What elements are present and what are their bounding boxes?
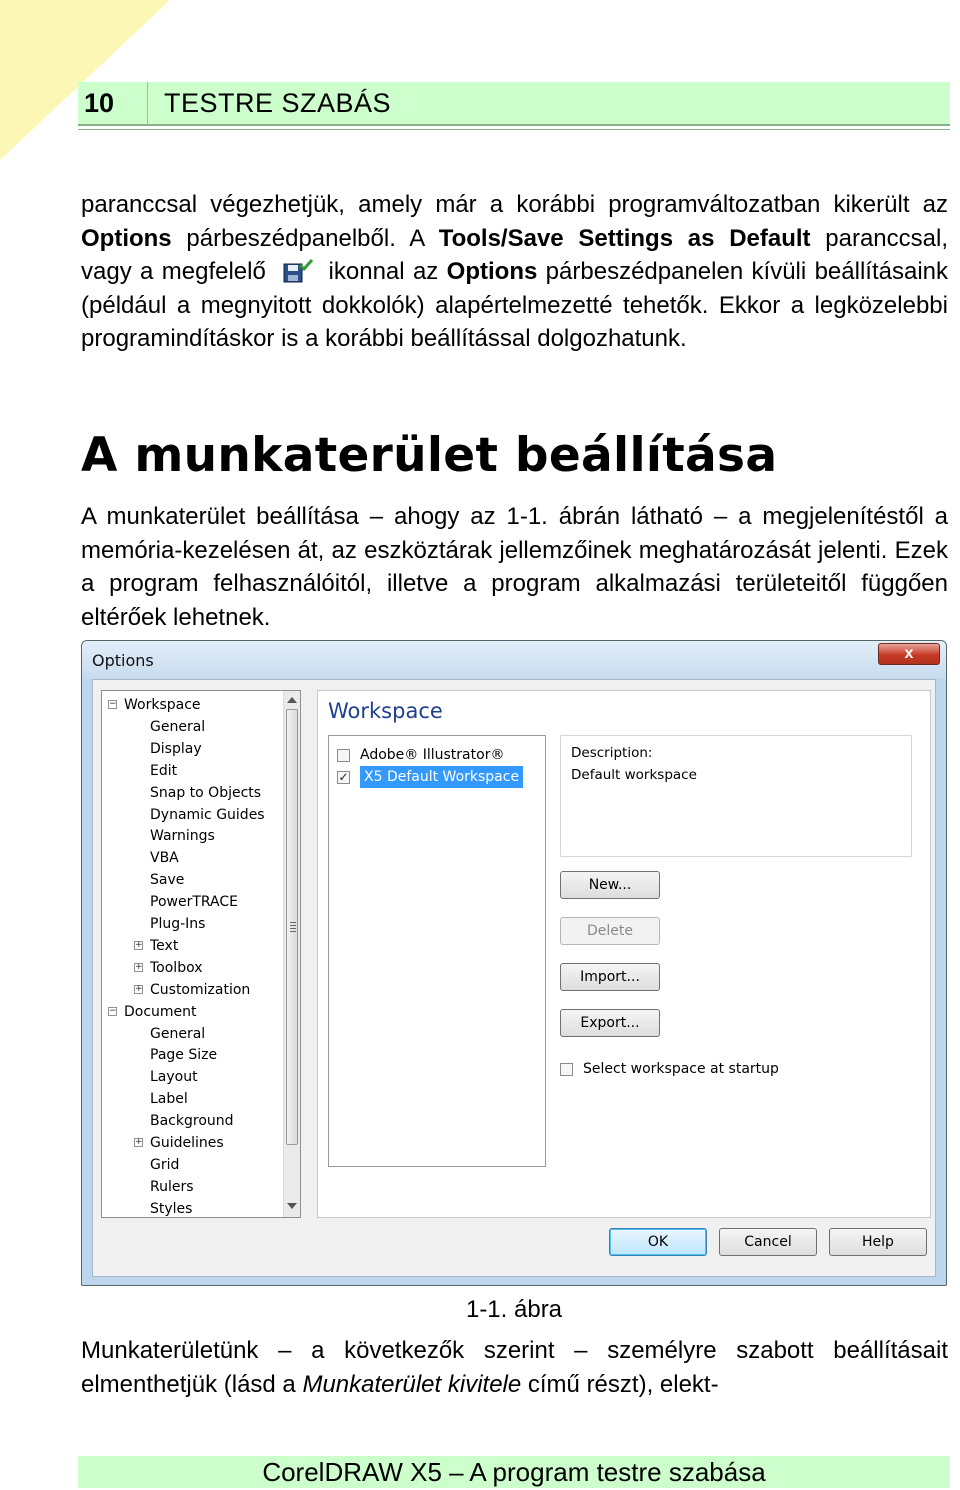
page-header bbox=[78, 82, 950, 124]
tree-item[interactable]: Snap to Objects bbox=[150, 784, 262, 801]
paragraph-intro bbox=[81, 188, 948, 356]
tree-item[interactable]: PowerTRACE bbox=[150, 894, 238, 911]
para1-bold-save-settings: Tools/Save Settings as Default bbox=[438, 224, 811, 252]
startup-checkbox[interactable] bbox=[560, 1063, 573, 1076]
tree-item[interactable]: Document bbox=[124, 1003, 197, 1020]
tree-item[interactable]: Warnings bbox=[150, 828, 215, 845]
section-heading: A munkaterület beállítása bbox=[81, 428, 778, 483]
page-number: 10 bbox=[78, 82, 148, 124]
para3-text-1: Munkaterületünk – a következők szerint – személyre szabott beállításait elmenthetjük (lásd a bbox=[81, 1337, 948, 1398]
tree-expander-icon[interactable]: − bbox=[109, 1005, 117, 1016]
scroll-down-icon[interactable] bbox=[287, 1203, 297, 1209]
scroll-up-icon[interactable] bbox=[287, 697, 297, 703]
workspace-item[interactable] bbox=[337, 744, 504, 766]
para1-text-4: ikonnal az bbox=[320, 258, 447, 285]
dialog-title: Options bbox=[92, 651, 154, 670]
options-dialog bbox=[81, 640, 947, 1286]
tree-item[interactable]: Rulers bbox=[150, 1178, 194, 1195]
workspace-list bbox=[328, 735, 546, 1167]
tree-item[interactable]: Grid bbox=[150, 1156, 180, 1173]
tree-item[interactable]: Toolbox bbox=[150, 959, 203, 976]
export-button[interactable]: Export... bbox=[560, 1009, 660, 1037]
tree-item[interactable]: Layout bbox=[150, 1069, 198, 1086]
import-button[interactable]: Import... bbox=[560, 963, 660, 991]
tree-item[interactable]: Page Size bbox=[150, 1047, 218, 1064]
para1-bold-options: Options bbox=[81, 224, 172, 252]
checkbox[interactable] bbox=[337, 749, 350, 762]
startup-option[interactable] bbox=[560, 1061, 779, 1077]
save-settings-icon bbox=[280, 259, 314, 283]
dialog-titlebar bbox=[82, 641, 946, 679]
tree-expander-icon[interactable]: + bbox=[135, 1137, 143, 1147]
panel-title: Workspace bbox=[328, 699, 443, 723]
tree-item[interactable]: General bbox=[150, 1025, 206, 1042]
tree-item[interactable]: Display bbox=[150, 740, 202, 757]
tree-expander-icon[interactable]: + bbox=[135, 961, 143, 972]
tree-expander-icon[interactable]: + bbox=[135, 983, 143, 994]
header-rule bbox=[78, 124, 950, 130]
tree-item[interactable]: Workspace bbox=[124, 697, 201, 713]
close-icon: x bbox=[904, 645, 914, 662]
paragraph-workspace: A munkaterület beállítása – ahogy az 1-1. ábrán látható – a megjelenítéstől a memória-kezelésen át, az eszköztárak jellemzőinek meghatározását jelenti. Ezek a program felhasználóitól, illetve a program alkalmazási területeitől függően eltérőek lehetnek. bbox=[81, 503, 948, 631]
description-label: Description: bbox=[571, 745, 653, 761]
figure-caption: 1-1. ábra bbox=[465, 1296, 563, 1323]
tree-item[interactable]: Save bbox=[150, 872, 185, 889]
new-button[interactable]: New... bbox=[560, 871, 660, 899]
corner-decoration bbox=[0, 0, 170, 160]
help-button[interactable]: Help bbox=[829, 1228, 927, 1256]
tree-item[interactable]: Guidelines bbox=[150, 1135, 224, 1151]
tree-item[interactable]: Plug-Ins bbox=[150, 916, 206, 932]
tree-item[interactable]: Label bbox=[150, 1091, 188, 1108]
tree-item[interactable]: Background bbox=[150, 1113, 234, 1130]
tree-expander-icon[interactable]: − bbox=[109, 699, 117, 709]
description-box bbox=[560, 735, 912, 857]
chapter-title: TESTRE SZABÁS bbox=[164, 87, 392, 118]
page-footer: CorelDRAW X5 – A program testre szabása bbox=[78, 1456, 950, 1488]
description-value: Default workspace bbox=[571, 767, 697, 783]
tree-item[interactable]: Customization bbox=[150, 981, 251, 998]
tree-scrollbar[interactable] bbox=[283, 691, 300, 1217]
startup-label: Select workspace at startup bbox=[583, 1061, 779, 1077]
para1-text-2: párbeszédpanelből. A bbox=[171, 224, 439, 252]
workspace-panel bbox=[317, 690, 931, 1218]
scroll-thumb[interactable] bbox=[286, 709, 298, 1145]
cancel-button[interactable]: Cancel bbox=[719, 1228, 817, 1256]
tree-item[interactable]: Styles bbox=[150, 1200, 193, 1217]
delete-button[interactable]: Delete bbox=[560, 917, 660, 945]
para3-text-2: című részt), elekt- bbox=[521, 1370, 719, 1398]
para1-text-3: paranccsal, vagy a megfelelő bbox=[81, 224, 949, 285]
ok-button[interactable]: OK bbox=[609, 1228, 707, 1256]
options-tree bbox=[101, 690, 301, 1218]
workspace-item[interactable] bbox=[337, 766, 523, 788]
tree-item[interactable]: Dynamic Guides bbox=[150, 806, 265, 823]
tree-expander-icon[interactable]: + bbox=[135, 939, 143, 950]
para1-text-5: párbeszédpanelen kívüli beállításaink (például a megnyitott dokkolók) alapértelmezetté tehetők. Ekkor a legközelebbi programindításkor is a korábbi beállítással dolgozhatunk. bbox=[81, 258, 948, 352]
workspace-label: X5 Default Workspace bbox=[360, 766, 523, 788]
workspace-label: Adobe® Illustrator® bbox=[360, 747, 505, 763]
tree-item[interactable]: Edit bbox=[150, 762, 178, 779]
tree-item[interactable]: General bbox=[150, 718, 206, 735]
para1-text-1: paranccsal végezhetjük, amely már a korábbi programváltozatban kikerült az bbox=[81, 191, 948, 218]
tree-item[interactable]: VBA bbox=[150, 850, 179, 867]
para3-italic: Munkaterület kivitele bbox=[302, 1370, 522, 1398]
checkbox[interactable]: ✓ bbox=[338, 769, 349, 784]
paragraph-save bbox=[81, 1334, 948, 1401]
close-button[interactable] bbox=[878, 643, 940, 665]
dialog-body bbox=[92, 679, 936, 1277]
para1-bold-options-2: Options bbox=[446, 258, 538, 285]
tree-item[interactable]: Text bbox=[150, 937, 179, 954]
